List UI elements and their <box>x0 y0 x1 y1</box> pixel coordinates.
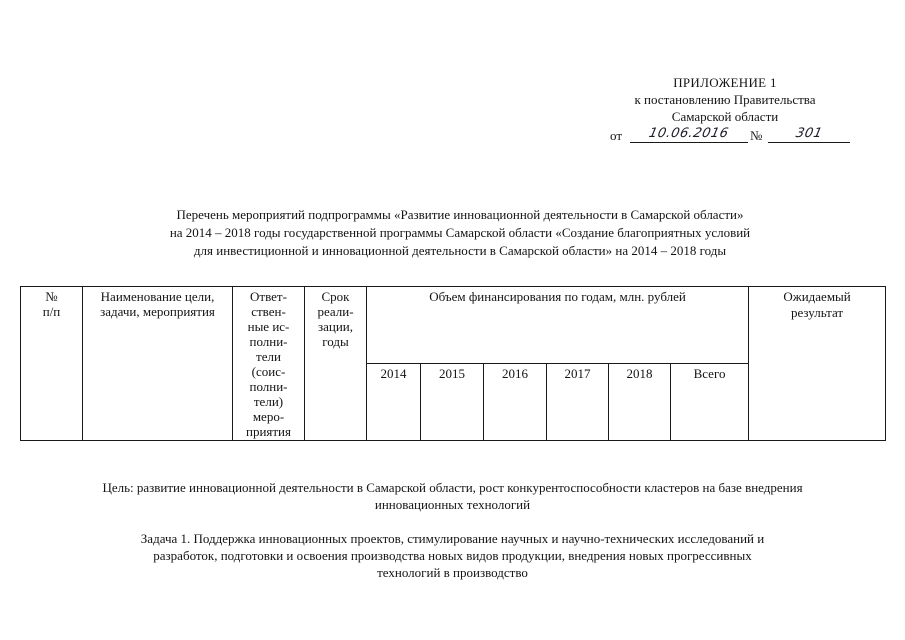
number-field <box>768 125 850 143</box>
header-term <box>305 287 367 441</box>
handwritten-date: 10.06.2016 <box>647 126 731 141</box>
measures-table <box>20 286 886 441</box>
header-year-2014: 2014 <box>367 364 421 441</box>
title-line-2: на 2014 – 2018 годы государственной программы Самарской области «Создание благоприятных условий <box>169 225 751 240</box>
header-year-2016: 2016 <box>484 364 547 441</box>
appendix-line-1: к постановлению Правительства <box>634 92 816 107</box>
header-total: Всего <box>671 364 749 441</box>
title-line-3: для инвестиционной и инновационной деятельности в Самарской области» на 2014 – 2018 годы <box>193 243 727 258</box>
task-line-2: разработок, подготовки и освоения производства новых видов продукции, внедрения новых прогрессивных <box>153 548 752 563</box>
header-result-line: Ожидаемый <box>783 289 851 304</box>
header-year-2018: 2018 <box>609 364 671 441</box>
resolution-date-number <box>610 125 900 147</box>
goal-text <box>30 479 875 513</box>
header-number-line: п/п <box>42 304 61 319</box>
task-line-3: технологий в производство <box>377 565 528 580</box>
header-result-line: результат <box>790 305 844 320</box>
header-term-line: Срок <box>321 289 350 304</box>
table-header-row-1 <box>21 287 886 364</box>
header-year-2015: 2015 <box>421 364 484 441</box>
title-line-1: Перечень мероприятий подпрограммы «Развитие инновационной деятельности в Самарской области» <box>176 207 744 222</box>
header-responsible-line: полни- <box>249 379 288 394</box>
document-title <box>60 206 860 260</box>
header-responsible-line: тели <box>256 349 281 364</box>
header-name <box>83 287 233 441</box>
appendix-block <box>560 74 890 125</box>
appendix-title: ПРИЛОЖЕНИЕ 1 <box>673 75 777 90</box>
header-responsible-line: ствен- <box>251 304 286 319</box>
from-label: от <box>610 128 623 143</box>
header-responsible-line: ные ис- <box>247 319 290 334</box>
header-term-line: годы <box>322 334 349 349</box>
header-number-line: № <box>45 289 58 304</box>
header-number <box>21 287 83 441</box>
header-responsible-line: полни- <box>249 334 288 349</box>
goal-line-1: Цель: развитие инновационной деятельности в Самарской области, рост конкурентоспособности кластеров на базе внедрения <box>102 480 803 495</box>
header-responsible-line: тели) <box>253 394 284 409</box>
header-funding: Объем финансирования по годам, млн. рублей <box>367 287 749 364</box>
header-name-line: задачи, мероприятия <box>100 304 215 319</box>
header-responsible-line: Ответ- <box>250 289 287 304</box>
header-result <box>749 287 886 441</box>
task-line-1: Задача 1. Поддержка инновационных проектов, стимулирование научных и научно-технических исследований и <box>140 531 765 546</box>
header-year-2017: 2017 <box>547 364 609 441</box>
header-name-line: Наименование цели, <box>100 289 215 304</box>
goal-line-2: инновационных технологий <box>374 497 531 512</box>
header-responsible <box>233 287 305 441</box>
header-responsible-line: меро- <box>252 409 285 424</box>
date-field <box>630 125 748 143</box>
task-text <box>30 530 875 581</box>
header-responsible-line: приятия <box>245 424 291 439</box>
header-term-line: зации, <box>317 319 354 334</box>
number-label: № <box>750 128 763 143</box>
header-term-line: реали- <box>317 304 354 319</box>
header-responsible-line: (соис- <box>251 364 286 379</box>
appendix-line-2: Самарской области <box>671 109 779 124</box>
handwritten-number: 301 <box>794 126 824 141</box>
